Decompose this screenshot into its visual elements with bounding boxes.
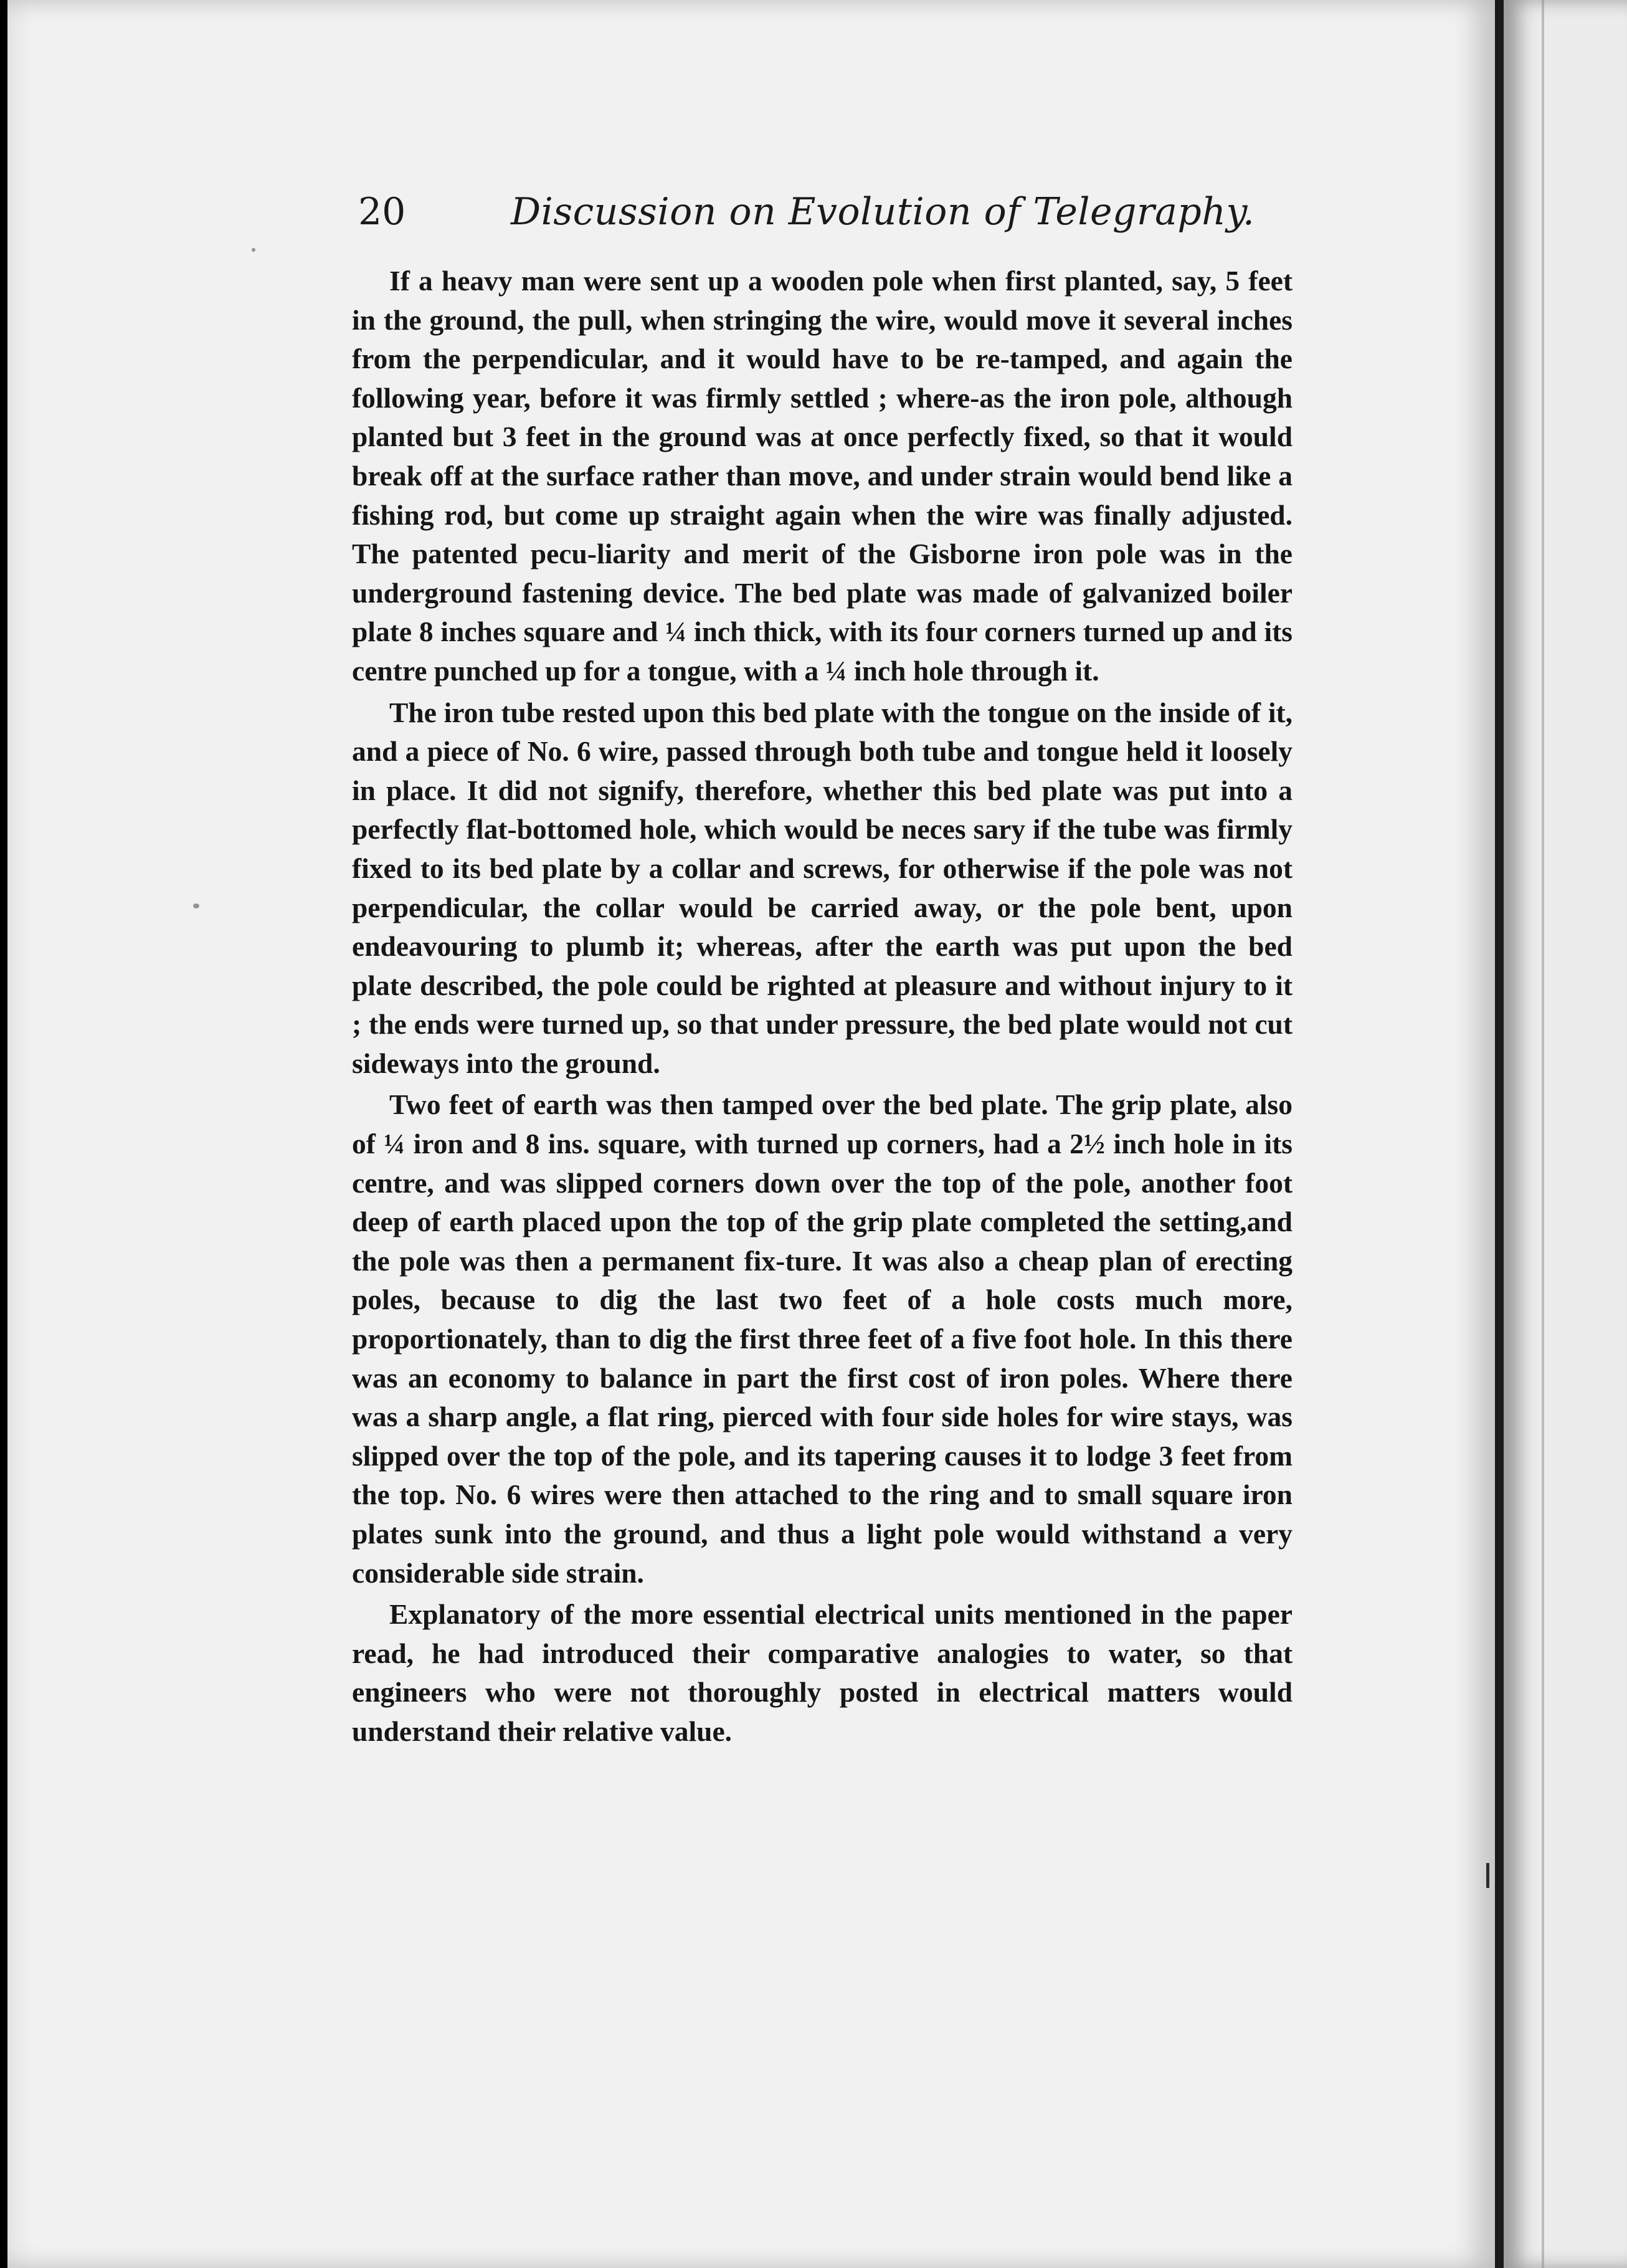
binding-mark xyxy=(1486,1863,1489,1888)
page-number: 20 xyxy=(358,190,406,234)
paragraph-iron-pole-fixing: If a heavy man were sent up a wooden pole when first planted, say, 5 feet in the ground, the pull, when stringing the wire, would move it several inches from the perpendicular, and it would have to be re-tamped, and again the following year, before it was firmly settled ; where-as the iron pole, although planted but 3 feet in the ground was at once perfectly fixed, so that it would break off at the surface rather than move, and under strain would bend like a fishing rod, but come up straight again when the wire was finally adjusted. The patented pecu-liarity and merit of the Gisborne iron pole was in the underground fastening device. The bed plate was made of galvanized boiler plate 8 inches square and ¼ inch thick, with its four corners turned up and its centre punched up for a tongue, with a ¼ inch hole through it. xyxy=(352,265,1293,687)
scan-speck xyxy=(252,248,255,252)
facing-page-edge xyxy=(1504,0,1627,2268)
paragraph-electrical-units: Explanatory of the more essential electrical units mentioned in the paper read, he had introduced their comparative analogies to water, so that engineers who were not thoroughly posted in electrical matters would understand their relative value. xyxy=(352,1598,1293,1747)
body-text xyxy=(352,262,1293,1754)
facing-page-fold xyxy=(1542,0,1544,2268)
paragraph-bed-plate: The iron tube rested upon this bed plate with the tongue on the inside of it, and a piece of No. 6 wire, passed through both tube and tongue held it loosely in place. It did not signify, therefore, whether this bed plate was put into a perfectly flat-bottomed hole, which would be neces sary if the tube was firmly fixed to its bed plate by a collar and screws, for otherwise if the pole was not perpendicular, the collar would be carried away, or the pole bent, upon endeavouring to plumb it; whereas, after the earth was put upon the bed plate described, the pole could be righted at pleasure and without injury to it ; the ends were turned up, so that under pressure, the bed plate would not cut sideways into the ground. xyxy=(352,696,1293,1079)
running-title: Discussion on Evolution of Telegraphy. xyxy=(511,190,1255,234)
scan-speck xyxy=(193,903,199,908)
paragraph-grip-plate: Two feet of earth was then tamped over the bed plate. The grip plate, also of ¼ iron and 8 ins. square, with turned up corners, had a 2½ inch hole in its centre, and was slipped corners down over the top of the pole, another foot deep of earth placed upon the top of the grip plate completed the setting,and the pole was then a permanent fix-ture. It was also a cheap plan of erecting poles, because to dig the last two feet of a hole costs much more, proportionately, than to dig the first three feet of a five foot hole. In this there was an economy to balance in part the first cost of iron poles. Where there was a sharp angle, a flat ring, pierced with four side holes for wire stays, was slipped over the top of the pole, and its tapering causes it to lodge 3 feet from the top. No. 6 wires were then attached to the ring and to small square iron plates sunk into the ground, and thus a light pole would withstand a very considerable side strain. xyxy=(352,1089,1293,1589)
page-edge-shadow xyxy=(1495,0,1504,2268)
page-header xyxy=(358,187,1305,237)
